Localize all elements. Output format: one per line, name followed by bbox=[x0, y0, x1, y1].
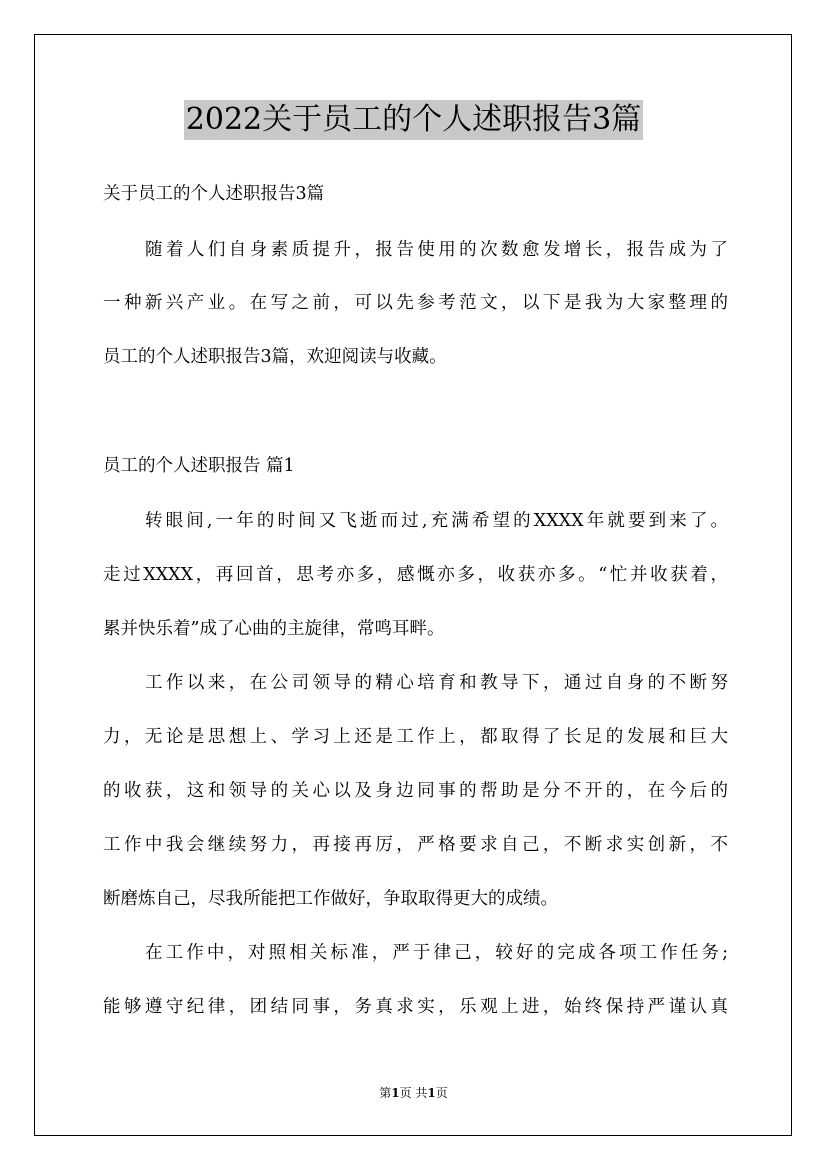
paragraph-line: 断磨炼自己，尽我所能把工作做好，争取取得更大的成绩。 bbox=[103, 889, 558, 909]
paragraph-line: 工作中我会继续努力，再接再厉，严格要求自己，不断求实创新，不 bbox=[103, 835, 728, 855]
title-container bbox=[0, 100, 827, 140]
paragraph-line: 转眼间,一年的时间又飞逝而过,充满希望的XXXX年就要到来了。 bbox=[145, 511, 728, 531]
paragraph-line: 能够遵守纪律，团结同事，务真求实，乐观上进，始终保持严谨认真 bbox=[103, 997, 728, 1017]
section-heading: 员工的个人述职报告 篇1 bbox=[103, 456, 295, 476]
footer-total-pages: 1 bbox=[427, 1086, 436, 1100]
footer-page-number: 1 bbox=[391, 1086, 400, 1100]
page-footer bbox=[0, 1084, 827, 1101]
document-subtitle: 关于员工的个人述职报告3篇 bbox=[103, 184, 325, 204]
footer-page-prefix: 第 bbox=[379, 1086, 392, 1100]
paragraph-line: 累并快乐着”成了心曲的主旋律，常鸣耳畔。 bbox=[103, 619, 445, 639]
footer-page-suffix: 页 bbox=[435, 1086, 448, 1100]
document-title: 2022关于员工的个人述职报告3篇 bbox=[184, 100, 643, 140]
footer-page-mid: 页 共 bbox=[399, 1086, 428, 1100]
paragraph-line: 在工作中，对照相关标准，严于律己，较好的完成各项工作任务; bbox=[145, 943, 728, 963]
intro-line: 员工的个人述职报告3篇，欢迎阅读与收藏。 bbox=[103, 347, 447, 367]
paragraph-line: 的收获，这和领导的关心以及身边同事的帮助是分不开的，在今后的 bbox=[103, 781, 728, 801]
paragraph-line: 走过XXXX，再回首，思考亦多，感慨亦多，收获亦多。“忙并收获着， bbox=[103, 565, 728, 585]
paragraph-line: 工作以来，在公司领导的精心培育和教导下，通过自身的不断努 bbox=[145, 673, 728, 693]
paragraph-line: 力，无论是思想上、学习上还是工作上，都取得了长足的发展和巨大 bbox=[103, 727, 728, 747]
intro-line: 随着人们自身素质提升，报告使用的次数愈发增长，报告成为了 bbox=[145, 240, 728, 260]
intro-line: 一种新兴产业。在写之前，可以先参考范文，以下是我为大家整理的 bbox=[103, 293, 728, 313]
